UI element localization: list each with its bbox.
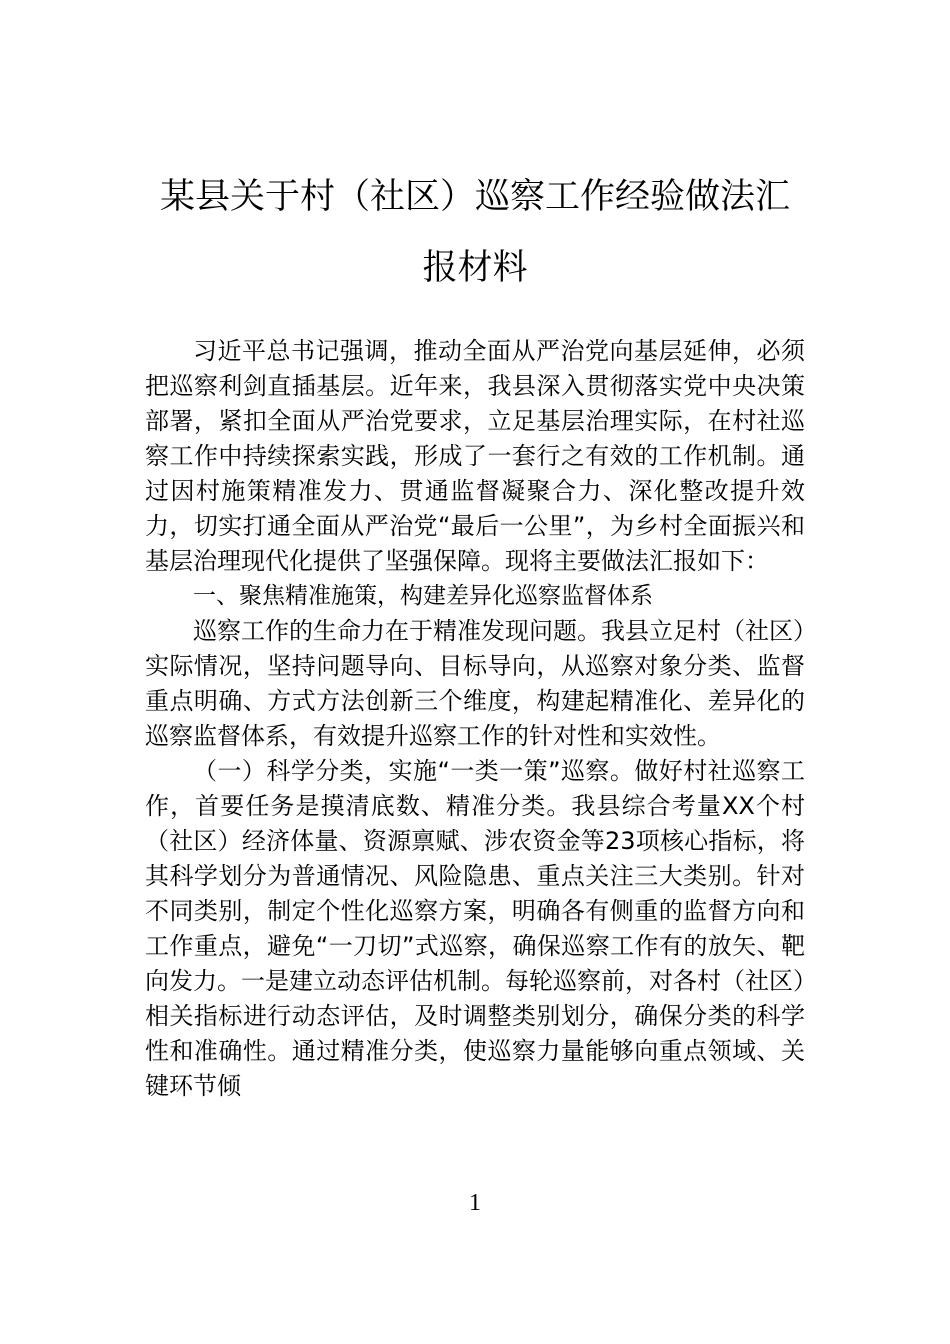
document-title-line-2: 报材料 bbox=[422, 248, 528, 288]
intro-paragraph: 习近平总书记强调，推动全面从严治党向基层延伸，必须把巡察利剑直插基层。近年来，我县深入贯彻落实党中央决策部署，紧扣全面从严治党要求，立足基层治理实际，在村社巡察工作中持续探索实践，形成了一套行之有效的工作机制。通过因村施策精准发力、贯通监督凝聚合力、深化整改提升效力，切实打通全面从严治党“最后一公里”，为乡村全面振兴和基层治理现代化提供了坚强保障。现将主要做法汇报如下： bbox=[145, 337, 805, 575]
subsection-1-paragraph: （一）科学分类，实施“一类一策”巡察。做好村社巡察工作，首要任务是摸清底数、精准分类。我县综合考量XX个村（社区）经济体量、资源禀赋、涉农资金等23项核心指标，将其科学划分为普通情况、风险隐患、重点关注三大类别。针对不同类别，制定个性化巡察方案，明确各有侧重的监督方向和工作重点，避免“一刀切”式巡察，确保巡察工作有的放矢、靶向发力。一是建立动态评估机制。每轮巡察前，对各村（社区）相关指标进行动态评估，及时调整类别划分，确保分类的科学性和准确性。通过精准分类，使巡察力量能够向重点领域、关键环节倾 bbox=[145, 757, 805, 1100]
section-1-paragraph: 巡察工作的生命力在于精准发现问题。我县立足村（社区）实际情况，坚持问题导向、目标导向，从巡察对象分类、监督重点明确、方式方法创新三个维度，构建起精准化、差异化的巡察监督体系，有效提升巡察工作的针对性和实效性。 bbox=[145, 617, 805, 750]
section-heading-1: 一、聚焦精准施策，构建差异化巡察监督体系 bbox=[193, 583, 653, 609]
page-number: 1 bbox=[469, 1190, 481, 1216]
document-title-line-1: 某县关于村（社区）巡察工作经验做法汇 bbox=[159, 177, 790, 217]
document-body bbox=[145, 334, 805, 1104]
